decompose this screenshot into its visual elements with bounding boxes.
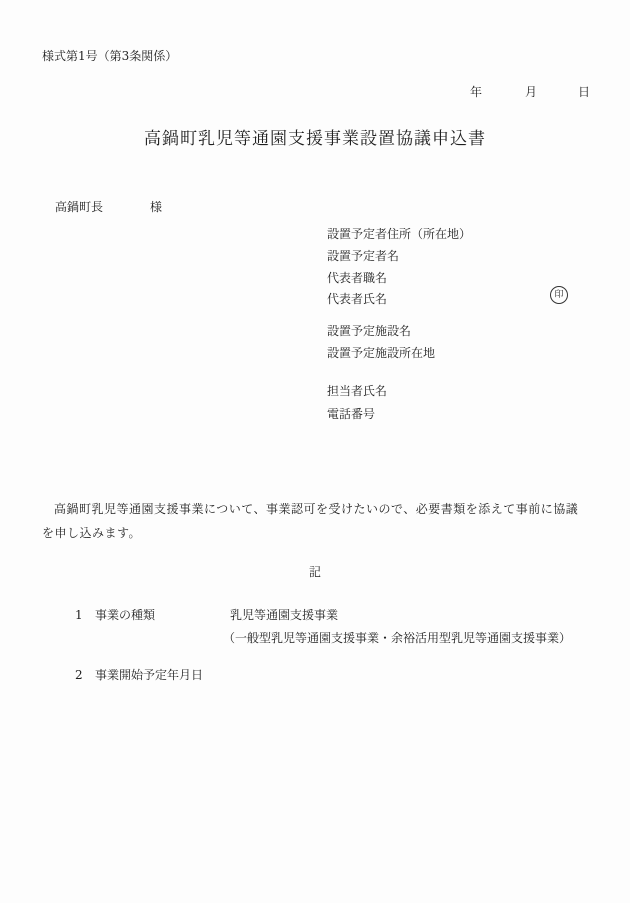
- field-facility-name: 設置予定施設名: [327, 324, 412, 338]
- date-year-label: 年: [470, 85, 483, 99]
- field-contact-person: 担当者氏名: [327, 384, 388, 398]
- field-phone-number: 電話番号: [327, 407, 376, 421]
- item-1-number: 1: [75, 608, 83, 622]
- addressee-honorific: 様: [150, 200, 163, 214]
- body-paragraph: 高鍋町乳児等通園支援事業について、事業認可を受けたいので、必要書類を添えて事前に協議を申し込みます。: [42, 502, 579, 540]
- date-day-label: 日: [578, 85, 591, 99]
- field-applicant-address: 設置予定者住所（所在地）: [327, 227, 472, 241]
- date-month-label: 月: [525, 85, 538, 99]
- field-representative-title: 代表者職名: [327, 271, 388, 285]
- seal-mark-icon: 印: [550, 286, 568, 304]
- item-2-label: 事業開始予定年月日: [95, 668, 204, 682]
- item-1-label: 事業の種類: [95, 608, 156, 622]
- field-representative-name: 代表者氏名: [327, 292, 388, 306]
- item-2-number: 2: [75, 668, 83, 682]
- field-facility-address: 設置予定施設所在地: [327, 346, 436, 360]
- item-1-note: （一般型乳児等通園支援事業・余裕活用型乳児等通園支援事業）: [223, 631, 572, 645]
- field-applicant-name: 設置予定者名: [327, 249, 400, 263]
- form-number: 様式第1号（第3条関係）: [42, 49, 178, 63]
- record-heading: 記: [308, 565, 321, 579]
- item-1-value: 乳児等通園支援事業: [230, 608, 339, 622]
- page-title: 高鍋町乳児等通園支援事業設置協議申込書: [144, 129, 486, 149]
- addressee-name: 高鍋町長: [55, 200, 104, 214]
